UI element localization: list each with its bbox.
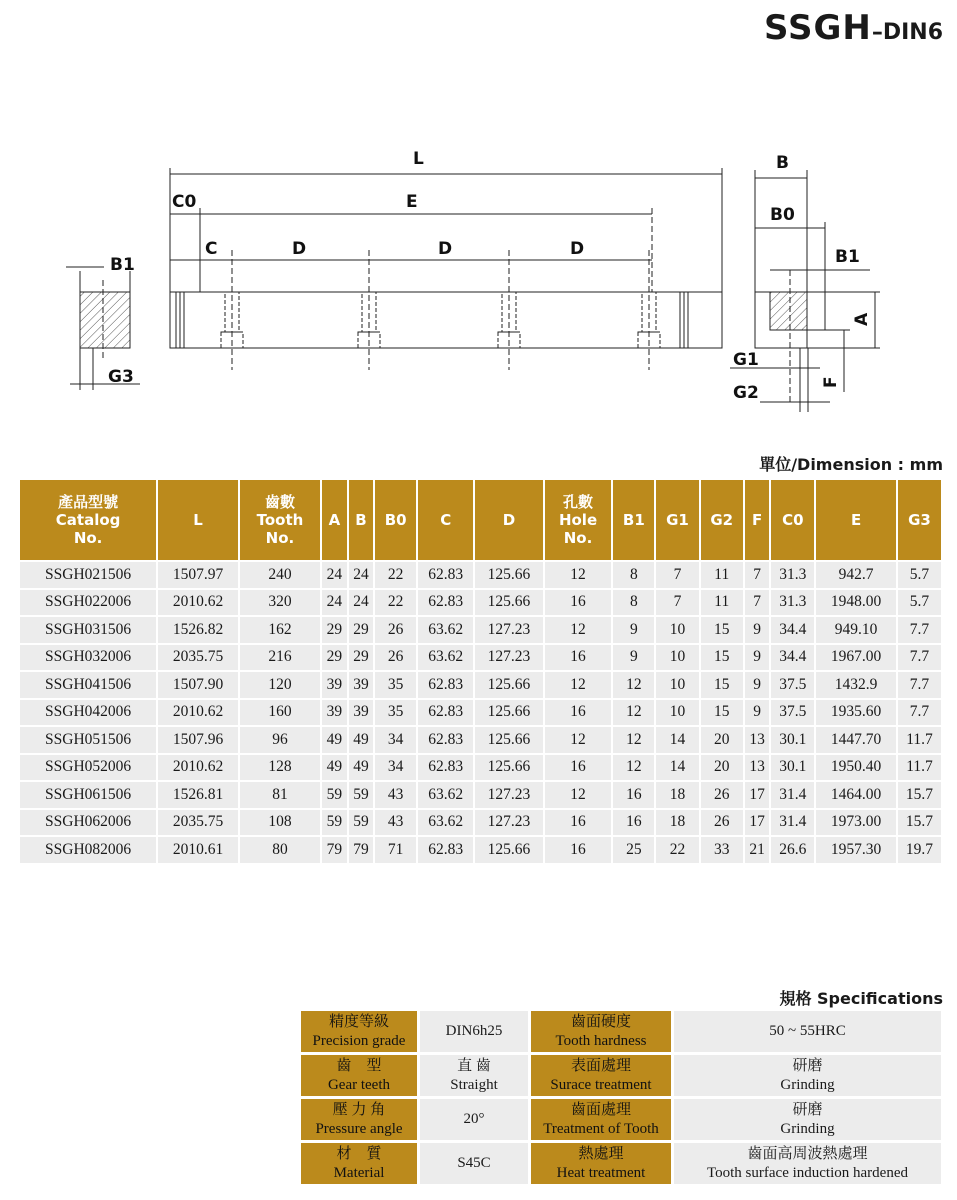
table-cell: 17	[745, 810, 770, 836]
table-cell: 15	[701, 645, 743, 671]
dim-label-B1-left: B1	[110, 255, 135, 275]
spec-text-primary: 表面處理	[570, 1057, 631, 1074]
table-cell: 16	[545, 810, 612, 836]
spec-text-primary: DIN6h25	[445, 1023, 503, 1039]
table-cell: 37.5	[771, 700, 814, 726]
table-cell: 127.23	[475, 617, 542, 643]
column-header: 孔數 Hole No.	[545, 480, 612, 560]
table-cell: 120	[240, 672, 320, 698]
table-cell: 63.62	[418, 617, 473, 643]
table-cell: 22	[375, 562, 416, 588]
table-cell: 81	[240, 782, 320, 808]
table-cell: 5.7	[898, 590, 941, 616]
table-cell: 29	[322, 645, 347, 671]
table-cell: 15.7	[898, 782, 941, 808]
table-cell: 24	[322, 562, 347, 588]
table-cell: 1967.00	[816, 645, 896, 671]
table-cell: 34	[375, 755, 416, 781]
table-cell: 1507.90	[158, 672, 238, 698]
column-header: 產品型號 Catalog No.	[20, 480, 156, 560]
table-cell: 1526.82	[158, 617, 238, 643]
spec-text-secondary: Precision grade	[312, 1032, 406, 1049]
table-header-row	[20, 480, 941, 560]
table-cell: 127.23	[475, 782, 542, 808]
table-cell: 49	[322, 727, 347, 753]
table-cell: 2035.75	[158, 645, 238, 671]
table-cell: SSGH051506	[20, 727, 156, 753]
table-cell: 10	[656, 672, 698, 698]
table-cell: 26	[701, 810, 743, 836]
table-cell: 17	[745, 782, 770, 808]
table-cell: 14	[656, 727, 698, 753]
table-cell: 12	[545, 727, 612, 753]
table-cell: 43	[375, 810, 416, 836]
table-cell: SSGH061506	[20, 782, 156, 808]
dim-label-L: L	[413, 149, 424, 169]
table-cell: 62.83	[418, 562, 473, 588]
table-cell: 39	[322, 700, 347, 726]
table-cell: 1507.96	[158, 727, 238, 753]
table-cell: 16	[545, 700, 612, 726]
spec-value	[420, 1099, 528, 1140]
spec-text-primary: 研磨	[792, 1101, 823, 1118]
spec-key	[301, 1099, 417, 1140]
spec-row	[301, 1143, 941, 1184]
table-row	[20, 672, 941, 698]
column-header: L	[158, 480, 238, 560]
table-cell: 49	[349, 727, 374, 753]
table-cell: 5.7	[898, 562, 941, 588]
column-header: C	[418, 480, 473, 560]
table-cell: 16	[545, 755, 612, 781]
table-cell: 942.7	[816, 562, 896, 588]
spec-text-secondary: Material	[333, 1164, 385, 1181]
table-cell: 1957.30	[816, 837, 896, 863]
spec-value	[674, 1011, 941, 1052]
table-cell: 13	[745, 755, 770, 781]
table-cell: 26	[375, 645, 416, 671]
table-row	[20, 590, 941, 616]
spec-text-secondary: Grinding	[780, 1076, 835, 1093]
spec-text-primary: 齒 型	[336, 1057, 382, 1074]
table-cell: 34.4	[771, 617, 814, 643]
table-cell: 12	[613, 727, 654, 753]
table-cell: 8	[613, 590, 654, 616]
table-cell: 63.62	[418, 645, 473, 671]
table-cell: 37.5	[771, 672, 814, 698]
table-cell: 127.23	[475, 810, 542, 836]
table-cell: 1464.00	[816, 782, 896, 808]
table-cell: 8	[613, 562, 654, 588]
table-cell: 16	[545, 837, 612, 863]
spec-text-secondary: Pressure angle	[315, 1120, 403, 1137]
spec-text-primary: 精度等級	[328, 1013, 389, 1030]
table-cell: 35	[375, 700, 416, 726]
table-cell: 2010.62	[158, 700, 238, 726]
spec-text-secondary: Grinding	[780, 1120, 835, 1137]
table-cell: 108	[240, 810, 320, 836]
table-cell: 2035.75	[158, 810, 238, 836]
table-cell: 16	[545, 590, 612, 616]
table-cell: 1447.70	[816, 727, 896, 753]
table-cell: 80	[240, 837, 320, 863]
dim-label-C: C	[205, 239, 218, 259]
table-row	[20, 782, 941, 808]
table-cell: 49	[322, 755, 347, 781]
table-cell: 1948.00	[816, 590, 896, 616]
table-cell: 30.1	[771, 727, 814, 753]
table-cell: 63.62	[418, 810, 473, 836]
spec-key	[531, 1055, 671, 1096]
dim-label-G2: G2	[733, 383, 759, 403]
column-header: E	[816, 480, 896, 560]
table-cell: 1935.60	[816, 700, 896, 726]
spec-text-primary: 熱處理	[578, 1145, 624, 1162]
table-cell: 35	[375, 672, 416, 698]
spec-key	[301, 1011, 417, 1052]
table-cell: 125.66	[475, 727, 542, 753]
table-cell: 1973.00	[816, 810, 896, 836]
table-cell: 7	[656, 590, 698, 616]
table-cell: 34	[375, 727, 416, 753]
table-cell: 79	[322, 837, 347, 863]
dim-label-G3: G3	[108, 367, 134, 387]
table-cell: 10	[656, 617, 698, 643]
table-cell: 63.62	[418, 782, 473, 808]
column-header: G3	[898, 480, 941, 560]
table-cell: 62.83	[418, 590, 473, 616]
table-cell: 16	[613, 810, 654, 836]
table-cell: 216	[240, 645, 320, 671]
table-cell: 9	[745, 672, 770, 698]
spec-text-primary: 齒面硬度	[570, 1013, 631, 1030]
spec-value	[674, 1055, 941, 1096]
spec-text-primary: 齒面處理	[570, 1101, 631, 1118]
table-cell: 9	[745, 700, 770, 726]
table-cell: 7	[656, 562, 698, 588]
dim-label-B1-right: B1	[835, 247, 860, 267]
table-row	[20, 617, 941, 643]
table-cell: 2010.62	[158, 590, 238, 616]
spec-text-primary: 直 齒	[457, 1057, 491, 1074]
table-cell: 31.3	[771, 590, 814, 616]
table-cell: 79	[349, 837, 374, 863]
table-cell: 19.7	[898, 837, 941, 863]
table-cell: 1432.9	[816, 672, 896, 698]
table-cell: SSGH052006	[20, 755, 156, 781]
table-row	[20, 810, 941, 836]
table-cell: 21	[745, 837, 770, 863]
table-cell: 12	[545, 672, 612, 698]
table-cell: 39	[322, 672, 347, 698]
specs-table	[298, 1008, 944, 1187]
column-header: B	[349, 480, 374, 560]
table-cell: SSGH042006	[20, 700, 156, 726]
dim-label-C0: C0	[172, 192, 197, 212]
column-header: 齒數 Tooth No.	[240, 480, 320, 560]
table-row	[20, 755, 941, 781]
spec-text-primary: S45C	[457, 1155, 491, 1171]
table-cell: 9	[745, 617, 770, 643]
table-cell: 9	[745, 645, 770, 671]
spec-text-primary: 20°	[463, 1111, 485, 1127]
column-header: A	[322, 480, 347, 560]
table-cell: 30.1	[771, 755, 814, 781]
table-cell: 949.10	[816, 617, 896, 643]
spec-text-secondary: Straight	[450, 1076, 498, 1093]
table-cell: 7.7	[898, 700, 941, 726]
table-cell: 7	[745, 562, 770, 588]
spec-text-primary: 齒面高周波熱處理	[747, 1145, 868, 1162]
table-cell: 18	[656, 810, 698, 836]
table-cell: SSGH031506	[20, 617, 156, 643]
table-cell: 24	[349, 562, 374, 588]
table-cell: 16	[613, 782, 654, 808]
spec-text-primary: 壓 力 角	[332, 1101, 386, 1118]
table-cell: 1950.40	[816, 755, 896, 781]
table-cell: 26	[375, 617, 416, 643]
table-cell: 18	[656, 782, 698, 808]
table-cell: 62.83	[418, 837, 473, 863]
table-cell: 62.83	[418, 755, 473, 781]
table-cell: SSGH022006	[20, 590, 156, 616]
spec-value	[420, 1055, 528, 1096]
table-cell: 22	[375, 590, 416, 616]
table-cell: 62.83	[418, 727, 473, 753]
column-header: G1	[656, 480, 698, 560]
spec-key	[531, 1011, 671, 1052]
table-cell: 7.7	[898, 672, 941, 698]
table-cell: 31.3	[771, 562, 814, 588]
table-cell: 125.66	[475, 590, 542, 616]
table-cell: 160	[240, 700, 320, 726]
table-cell: 7.7	[898, 645, 941, 671]
table-cell: 15.7	[898, 810, 941, 836]
column-header: F	[745, 480, 770, 560]
spec-text-secondary: Heat treatment	[556, 1164, 646, 1181]
table-cell: 62.83	[418, 700, 473, 726]
table-cell: 11.7	[898, 727, 941, 753]
table-cell: 59	[349, 782, 374, 808]
dim-label-F: F	[821, 376, 841, 388]
table-cell: SSGH032006	[20, 645, 156, 671]
table-cell: 15	[701, 617, 743, 643]
table-cell: 29	[349, 617, 374, 643]
dim-label-D3: D	[570, 239, 585, 259]
table-cell: 39	[349, 672, 374, 698]
table-cell: 96	[240, 727, 320, 753]
table-cell: 240	[240, 562, 320, 588]
table-cell: 16	[545, 645, 612, 671]
table-cell: 125.66	[475, 837, 542, 863]
table-cell: 22	[656, 837, 698, 863]
table-cell: 162	[240, 617, 320, 643]
column-header: B1	[613, 480, 654, 560]
table-cell: 128	[240, 755, 320, 781]
dim-label-D1: D	[292, 239, 307, 259]
table-cell: 125.66	[475, 700, 542, 726]
spec-key	[531, 1099, 671, 1140]
spec-key	[301, 1143, 417, 1184]
spec-row	[301, 1055, 941, 1096]
table-row	[20, 727, 941, 753]
table-cell: 13	[745, 727, 770, 753]
table-cell: 24	[322, 590, 347, 616]
table-cell: 12	[545, 782, 612, 808]
table-cell: 29	[349, 645, 374, 671]
table-cell: SSGH082006	[20, 837, 156, 863]
table-row	[20, 562, 941, 588]
table-cell: SSGH021506	[20, 562, 156, 588]
table-cell: 9	[613, 617, 654, 643]
table-row	[20, 700, 941, 726]
table-cell: 2010.61	[158, 837, 238, 863]
table-cell: SSGH041506	[20, 672, 156, 698]
table-cell: 31.4	[771, 810, 814, 836]
table-cell: 29	[322, 617, 347, 643]
column-header: G2	[701, 480, 743, 560]
table-cell: 11.7	[898, 755, 941, 781]
table-cell: 125.66	[475, 562, 542, 588]
table-cell: 59	[322, 810, 347, 836]
table-cell: 34.4	[771, 645, 814, 671]
table-cell: 12	[545, 562, 612, 588]
column-header: D	[475, 480, 542, 560]
spec-text-primary: 材 質	[336, 1145, 382, 1162]
dim-label-A: A	[852, 312, 872, 326]
table-cell: SSGH062006	[20, 810, 156, 836]
column-header: B0	[375, 480, 416, 560]
table-cell: 12	[613, 672, 654, 698]
table-row	[20, 837, 941, 863]
table-cell: 127.23	[475, 645, 542, 671]
spec-text-secondary: Gear teeth	[327, 1076, 391, 1093]
dimension-table	[18, 478, 943, 865]
table-cell: 12	[545, 617, 612, 643]
table-cell: 24	[349, 590, 374, 616]
table-cell: 11	[701, 590, 743, 616]
spec-text-secondary: Treatment of Tooth	[543, 1120, 659, 1137]
table-cell: 31.4	[771, 782, 814, 808]
table-cell: 15	[701, 700, 743, 726]
table-cell: 12	[613, 700, 654, 726]
dim-label-B0: B0	[770, 205, 795, 225]
table-cell: 20	[701, 755, 743, 781]
table-row	[20, 645, 941, 671]
table-cell: 10	[656, 645, 698, 671]
table-cell: 20	[701, 727, 743, 753]
spec-value	[674, 1099, 941, 1140]
spec-value	[420, 1011, 528, 1052]
technical-drawing	[0, 130, 957, 430]
table-cell: 15	[701, 672, 743, 698]
page-title: SSGH–DIN6	[764, 8, 943, 48]
dim-label-B: B	[776, 153, 789, 173]
spec-value	[674, 1143, 941, 1184]
table-cell: 1507.97	[158, 562, 238, 588]
table-cell: 43	[375, 782, 416, 808]
table-cell: 1526.81	[158, 782, 238, 808]
table-cell: 125.66	[475, 672, 542, 698]
unit-label: 單位/Dimension : mm	[759, 455, 943, 474]
spec-key	[531, 1143, 671, 1184]
table-cell: 10	[656, 700, 698, 726]
table-cell: 7	[745, 590, 770, 616]
spec-text-primary: 50 ~ 55HRC	[769, 1023, 846, 1039]
table-cell: 62.83	[418, 672, 473, 698]
table-cell: 26.6	[771, 837, 814, 863]
table-cell: 9	[613, 645, 654, 671]
table-cell: 125.66	[475, 755, 542, 781]
table-cell: 49	[349, 755, 374, 781]
dim-label-G1: G1	[733, 350, 759, 370]
table-cell: 11	[701, 562, 743, 588]
table-cell: 59	[349, 810, 374, 836]
table-cell: 71	[375, 837, 416, 863]
table-cell: 12	[613, 755, 654, 781]
spec-row	[301, 1099, 941, 1140]
table-cell: 59	[322, 782, 347, 808]
table-cell: 7.7	[898, 617, 941, 643]
table-cell: 26	[701, 782, 743, 808]
spec-value	[420, 1143, 528, 1184]
table-cell: 2010.62	[158, 755, 238, 781]
table-cell: 25	[613, 837, 654, 863]
spec-text-primary: 研磨	[792, 1057, 823, 1074]
spec-text-secondary: Tooth hardness	[555, 1032, 647, 1049]
column-header: C0	[771, 480, 814, 560]
spec-text-secondary: Tooth surface induction hardened	[707, 1164, 908, 1181]
table-cell: 33	[701, 837, 743, 863]
specs-title: 規格 Specifications	[779, 989, 943, 1008]
spec-key	[301, 1055, 417, 1096]
table-cell: 39	[349, 700, 374, 726]
spec-row	[301, 1011, 941, 1052]
spec-text-secondary: Surace treatment	[550, 1076, 652, 1093]
dim-label-D2: D	[438, 239, 453, 259]
dim-label-E: E	[406, 192, 418, 212]
table-cell: 14	[656, 755, 698, 781]
table-cell: 320	[240, 590, 320, 616]
